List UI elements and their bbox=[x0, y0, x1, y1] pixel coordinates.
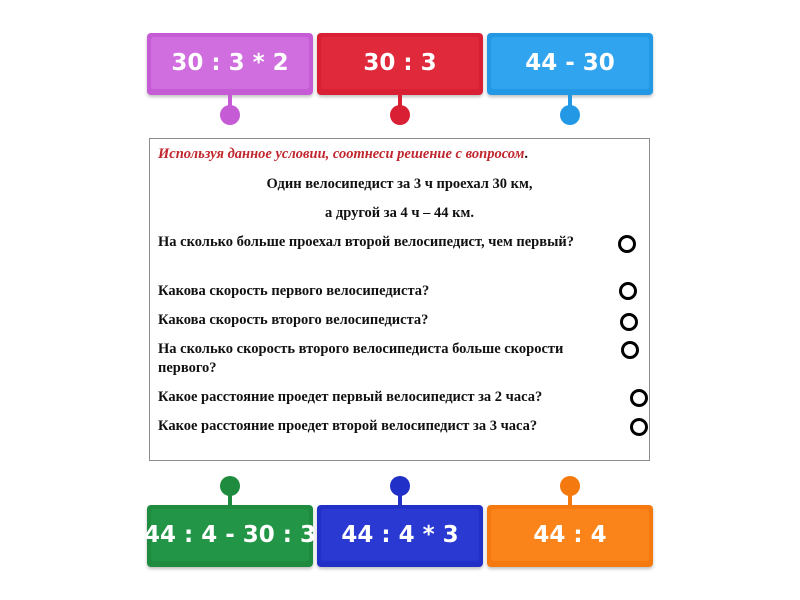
condition-line-1: Один велосипедист за 3 ч проехал 30 км, bbox=[266, 176, 533, 192]
question-6: Какое расстояние проедет второй велосипедист за 3 часа? bbox=[158, 418, 538, 434]
answer-tile-2-connector[interactable] bbox=[390, 105, 410, 125]
question-3-target[interactable] bbox=[620, 313, 638, 331]
condition-line-2: а другой за 4 ч – 44 км. bbox=[324, 205, 475, 221]
answer-tile-5-stem bbox=[398, 492, 402, 506]
instruction-text bbox=[158, 146, 528, 163]
answer-tile-1-label: 30 : 3 * 2 bbox=[171, 50, 289, 76]
answer-tile-6-face bbox=[491, 509, 649, 561]
answer-tile-2-label: 30 : 3 bbox=[363, 50, 437, 76]
answer-tile-1-connector[interactable] bbox=[220, 105, 240, 125]
question-2: Какова скорость первого велосипедиста? bbox=[158, 283, 430, 299]
question-4-target[interactable] bbox=[621, 341, 639, 359]
question-5-target[interactable] bbox=[630, 389, 648, 407]
answer-tile-3-connector[interactable] bbox=[560, 105, 580, 125]
answer-tile-3[interactable] bbox=[487, 33, 653, 95]
answer-tile-1-face bbox=[151, 37, 309, 89]
answer-tile-4-label: 44 : 4 - 30 : 3 bbox=[144, 522, 317, 548]
answer-tile-5-face bbox=[321, 509, 479, 561]
question-6-target[interactable] bbox=[630, 418, 648, 436]
answer-tile-3-face bbox=[491, 37, 649, 89]
question-5: Какое расстояние проедет первый велосипедист за 2 часа? bbox=[158, 389, 543, 405]
question-1-target[interactable] bbox=[618, 235, 636, 253]
question-1: На сколько больше проехал второй велосипедист, чем первый? bbox=[158, 234, 575, 250]
question-card bbox=[149, 138, 650, 461]
question-2-target[interactable] bbox=[619, 282, 637, 300]
answer-tile-6[interactable] bbox=[487, 505, 653, 567]
question-4: На сколько скорость второго велосипедиста больше скорости первого? bbox=[158, 341, 564, 376]
instruction-period: . bbox=[524, 146, 529, 162]
answer-tile-5-label: 44 : 4 * 3 bbox=[341, 522, 459, 548]
answer-tile-2-face bbox=[321, 37, 479, 89]
instruction-main: Используя данное условии, соотнеси решение с вопросом bbox=[158, 146, 525, 162]
answer-tile-1[interactable] bbox=[147, 33, 313, 95]
answer-tile-6-label: 44 : 4 bbox=[533, 522, 607, 548]
answer-tile-4-face bbox=[144, 509, 317, 561]
answer-tile-2[interactable] bbox=[317, 33, 483, 95]
answer-tile-5[interactable] bbox=[317, 505, 483, 567]
answer-tile-4-stem bbox=[228, 492, 232, 506]
answer-tile-3-label: 44 - 30 bbox=[525, 50, 615, 76]
answer-tile-4[interactable] bbox=[144, 505, 317, 567]
question-3: Какова скорость второго велосипедиста? bbox=[158, 312, 429, 328]
answer-tile-6-stem bbox=[568, 492, 572, 506]
